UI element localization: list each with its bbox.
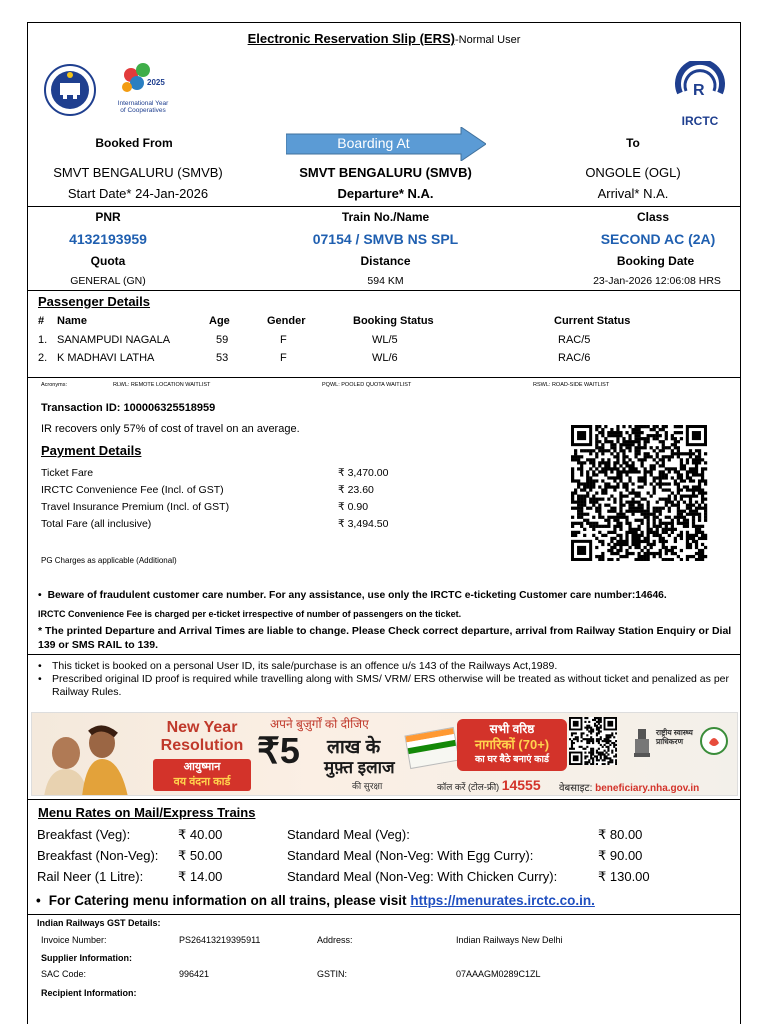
boarding-at-label: Boarding At <box>337 135 410 151</box>
menu-label-rail-neer: Rail Neer (1 Litre): <box>37 869 144 884</box>
table-row: 1. SANAMPUDI NAGALA 59 F WL/5 RAC/5 <box>38 334 591 346</box>
coop-text-line2: of Cooperatives <box>120 107 166 114</box>
invoice-value: PS26413219395911 <box>179 935 261 945</box>
quota-value: GENERAL (GN) <box>70 275 146 287</box>
ers-title: Electronic Reservation Slip (ERS)-Normal User <box>247 31 521 46</box>
ayushman-banner <box>31 712 738 796</box>
pg-charges-text: PG Charges as applicable (Additional) <box>41 556 177 565</box>
banner-lakh: लाख के <box>327 737 381 758</box>
col-header-age: Age <box>209 315 230 327</box>
divider <box>28 377 740 378</box>
menu-label-breakfast-veg: Breakfast (Veg): <box>37 827 131 842</box>
personal-id-notice: This ticket is booked on a personal User ID, its sale/purchase is an offence u/s 143 of the Railways Act,1989. <box>52 660 558 672</box>
payment-value-total: ₹ 3,494.50 <box>338 518 389 530</box>
ayushman-card-badge: आयुष्मान वय वंदना कार्ड <box>153 759 251 791</box>
address-value: Indian Railways New Delhi <box>456 935 563 945</box>
to-label: To <box>626 136 640 150</box>
booking-date-label: Booking Date <box>616 254 695 268</box>
divider <box>28 654 740 655</box>
payment-label-insurance: Travel Insurance Premium (Incl. of GST) <box>41 501 230 513</box>
menu-rates-heading: Menu Rates on Mail/Express Trains <box>38 805 256 820</box>
senior-citizens-badge: सभी वरिष्ठ नागरिकों (70+) का घर बैठे बनाएं कार्ड <box>457 719 567 771</box>
gstin-label: GSTIN: <box>317 969 348 979</box>
menu-value-breakfast-veg: ₹ 40.00 <box>178 827 223 842</box>
convenience-fee-notice: IRCTC Convenience Fee is charged per e-ticket irrespective of number of passengers on the ticket. <box>38 609 462 619</box>
ayushman-card-image <box>404 727 459 769</box>
times-notice: * The printed Departure and Arrival Times are liable to change. Please Check correct departure, arrival from Railway Station Enquiry or Dial 139 or SMS RAIL to 139. <box>38 625 732 651</box>
divider <box>28 914 740 915</box>
from-station: SMVT BENGALURU (SMVB) <box>53 165 223 180</box>
booked-from-label: Booked From <box>95 136 173 150</box>
col-header-booking-status: Booking Status <box>353 315 434 327</box>
banner-big-5: ₹5 <box>257 730 300 771</box>
start-date: Start Date* 24-Jan-2026 <box>67 186 209 201</box>
acronym-rlwl: RLWL: REMOTE LOCATION WAITLIST <box>113 382 211 388</box>
menu-value-standard-meal-egg: ₹ 90.00 <box>598 848 643 863</box>
indian-railways-logo <box>39 63 101 117</box>
coop-text-line1: International Year <box>117 100 169 107</box>
id-proof-notice: Prescribed original ID proof is required while travelling along with SMS/ VRM/ ERS otherwise will be treated as without ticket and penalized as per Railway Rules. <box>52 673 729 698</box>
banner-website: वेबसाइट: beneficiary.nha.gov.in <box>559 783 700 794</box>
table-row: 2. K MADHAVI LATHA 53 F WL/6 RAC/6 <box>38 352 591 364</box>
booking-date-value: 23-Jan-2026 12:06:08 HRS <box>593 275 721 287</box>
nha-logo: राष्ट्रीय स्वास्थ्य प्राधिकरण <box>632 725 732 765</box>
ers-document <box>27 22 741 1024</box>
payment-label-convenience-fee: IRCTC Convenience Fee (Incl. of GST) <box>41 484 224 496</box>
banner-qr-code <box>569 717 617 765</box>
irctc-text: IRCTC <box>681 114 719 128</box>
boarding-station: SMVT BENGALURU (SMVB) <box>299 165 472 180</box>
transaction-id: Transaction ID: 100006325518959 <box>41 402 216 414</box>
payment-value-insurance: ₹ 0.90 <box>338 501 369 513</box>
divider <box>28 206 740 207</box>
payment-details-heading: Payment Details <box>41 443 142 458</box>
terms-list: • This ticket is booked on a personal User ID, its sale/purchase is an offence u/s 143 of the Railways Act,1989. • Prescribed original ID proof is required while travelling along with SMS/ VRM/ ERS otherwise will be treated as without ticket and penalized as per Railway Rules. <box>38 660 738 699</box>
irctc-logo <box>666 61 734 127</box>
acronyms-label: Acronyms: <box>41 382 67 388</box>
class-label: Class <box>636 210 670 224</box>
coop-year-text: 2025 <box>147 78 165 87</box>
acronym-rswl: RSWL: ROAD-SIDE WAITLIST <box>533 382 610 388</box>
boarding-at-arrow <box>286 127 486 161</box>
menu-label-standard-meal-egg: Standard Meal (Non-Veg: With Egg Curry): <box>287 848 534 863</box>
payment-label-ticket-fare: Ticket Fare <box>41 467 94 479</box>
col-header-current-status: Current Status <box>554 315 631 327</box>
distance-value: 594 KM <box>367 275 404 287</box>
sac-label: SAC Code: <box>41 969 87 979</box>
to-station: ONGOLE (OGL) <box>585 165 681 180</box>
banner-call-text: कॉल करें (टोल-फ्री) 14555 <box>437 777 541 793</box>
fraud-notice: • Beware of fraudulent customer care number. For any assistance, use only the IRCTC e-ticketing Customer care number:14646. <box>38 590 667 601</box>
invoice-label: Invoice Number: <box>41 935 107 945</box>
menu-label-breakfast-nonveg: Breakfast (Non-Veg): <box>37 848 159 863</box>
arrival-time: Arrival* N.A. <box>597 186 669 201</box>
menu-value-standard-meal-veg: ₹ 80.00 <box>598 827 643 842</box>
menu-label-standard-meal-veg: Standard Meal (Veg): <box>287 827 410 842</box>
payment-value-convenience-fee: ₹ 23.60 <box>338 484 374 496</box>
divider <box>28 290 740 291</box>
col-header-gender: Gender <box>267 315 306 327</box>
gst-heading: Indian Railways GST Details: <box>37 918 161 928</box>
pnr-value: 4132193959 <box>69 231 147 247</box>
banner-phone: 14555 <box>501 777 541 793</box>
menu-label-standard-meal-chicken: Standard Meal (Non-Veg: With Chicken Curry): <box>287 869 558 884</box>
banner-muft: मुफ़्त इलाज <box>324 758 395 777</box>
supplier-heading: Supplier Information: <box>41 953 132 963</box>
qr-code <box>571 425 713 561</box>
new-year-resolution: New Year Resolution <box>160 719 244 754</box>
class-value: SECOND AC (2A) <box>600 231 716 247</box>
svg-text:R: R <box>693 82 705 99</box>
divider <box>28 799 740 800</box>
distance-label: Distance <box>360 254 411 268</box>
catering-menu-link[interactable]: https://menurates.irctc.co.in. <box>410 893 595 908</box>
banner-suraksha: की सुरक्षा <box>352 781 383 791</box>
cooperatives-logo <box>113 61 173 117</box>
acronym-pqwl: PQWL: POOLED QUOTA WAITLIST <box>322 382 412 388</box>
catering-info: • For Catering menu information on all trains, please visit https://menurates.irctc.co.in. <box>36 893 595 908</box>
quota-label: Quota <box>90 254 126 268</box>
menu-value-rail-neer: ₹ 14.00 <box>178 869 223 884</box>
menu-value-standard-meal-chicken: ₹ 130.00 <box>598 869 650 884</box>
col-header-name: Name <box>57 315 87 327</box>
ir-recovers-text: IR recovers only 57% of cost of travel on an average. <box>41 423 300 435</box>
gstin-value: 07AAAGM0289C1ZL <box>456 969 541 979</box>
passenger-details-heading: Passenger Details <box>38 294 151 309</box>
recipient-heading: Recipient Information: <box>41 988 137 998</box>
payment-value-ticket-fare: ₹ 3,470.00 <box>338 467 389 479</box>
pnr-label: PNR <box>95 210 121 224</box>
elderly-women-photo <box>36 721 136 796</box>
address-label: Address: <box>317 935 353 945</box>
train-value: 07154 / SMVB NS SPL <box>312 231 459 247</box>
col-header-no: # <box>38 315 45 327</box>
menu-value-breakfast-nonveg: ₹ 50.00 <box>178 848 223 863</box>
sac-value: 996421 <box>179 969 210 979</box>
payment-label-total: Total Fare (all inclusive) <box>41 518 152 530</box>
departure-time: Departure* N.A. <box>337 186 434 201</box>
banner-tagline: अपने बुज़ुर्गों को दीजिए <box>270 717 369 731</box>
train-label: Train No./Name <box>341 210 430 224</box>
